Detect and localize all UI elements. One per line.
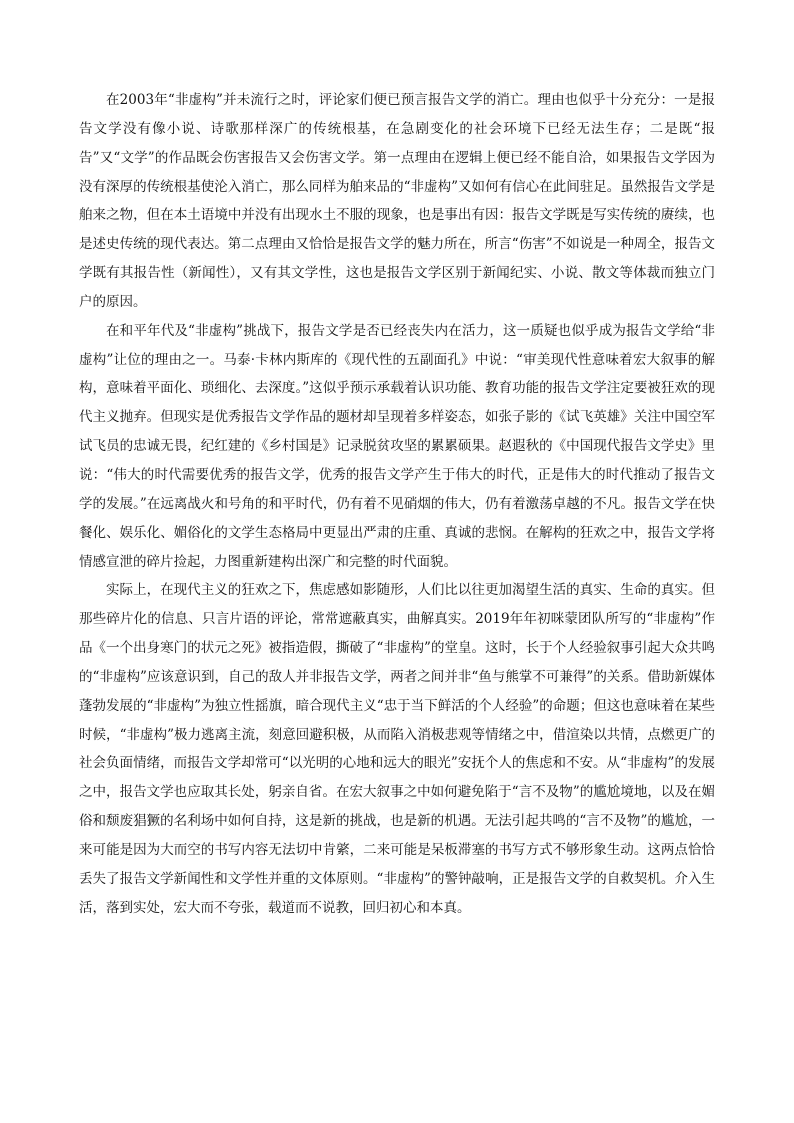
article-body [79, 86, 715, 922]
paragraph: 在和平年代及“非虚构”挑战下，报告文学是否已经丧失内在活力，这一质疑也似乎成为报告文学给“非虚构”让位的理由之一。马泰·卡林内斯库的《现代性的五副面孔》中说：“审美现代性意味着宏大叙事的解构，意味着平面化、琐细化、去深度。”这似乎预示承载着认识功能、教育功能的报告文学注定要被狂欢的现代主义抛弃。但现实是优秀报告文学作品的题材却呈现着多样姿态，如张子影的《试飞英雄》关注中国空军试飞员的忠诚无畏，纪红建的《乡村国是》记录脱贫攻坚的累累硕果。赵遐秋的《中国现代报告文学史》里说：“伟大的时代需要优秀的报告文学，优秀的报告文学产生于伟大的时代，正是伟大的时代推动了报告文学的发展。”在远离战火和号角的和平时代，仍有着不见硝烟的伟大，仍有着激荡卓越的不凡。报告文学在快餐化、娱乐化、媚俗化的文学生态格局中更显出严肃的庄重、真诚的悲悯。在解构的狂欢之中，报告文学将情感宣泄的碎片捡起，力图重新建构出深广和完整的时代面貌。 [79, 322, 715, 570]
paragraph: 实际上，在现代主义的狂欢之下，焦虑感如影随形，人们比以往更加渴望生活的真实、生命的真实。但那些碎片化的信息、只言片语的评论，常常遮蔽真实，曲解真实。2019年年初咪蒙团队所写的“非虚构”作品《一个出身寒门的状元之死》被指造假，撕破了“非虚构”的堂皇。这时，长于个人经验叙事引起大众共鸣的“非虚构”应该意识到，自己的敌人并非报告文学，两者之间并非“鱼与熊掌不可兼得”的关系。借助新媒体蓬勃发展的“非虚构”为独立性摇旗，暗合现代主义“忠于当下鲜活的个人经验”的命题；但这也意味着在某些时候，“非虚构”极力逃离主流，刻意回避积极，从而陷入消极悲观等情绪之中，借渲染以共情，点燃更广的社会负面情绪，而报告文学却常可“以光明的心地和远大的眼光”安抚个人的焦虑和不安。从“非虚构”的发展之中，报告文学也应取其长处，躬亲自省。在宏大叙事之中如何避免陷于“言不及物”的尴尬境地，以及在媚俗和颓废猖獗的名利场中如何自持，这是新的挑战，也是新的机遇。无法引起共鸣的“言不及物”的尴尬，一来可能是因为大而空的书写内容无法切中肯綮，二来可能是呆板滞塞的书写方式不够形象生动。这两点恰恰丢失了报告文学新闻性和文学性并重的文体原则。“非虚构”的警钟敲响，正是报告文学的自救契机。介入生活，落到实处，宏大而不夸张，载道而不说教，回归初心和本真。 [79, 582, 715, 916]
paragraph: 在2003年“非虚构”并未流行之时，评论家们便已预言报告文学的消亡。理由也似乎十分充分：一是报告文学没有像小说、诗歌那样深广的传统根基，在急剧变化的社会环境下已经无法生存；二是既“报告”又“文学”的作品既会伤害报告又会伤害文学。第一点理由在逻辑上便已经不能自洽，如果报告文学因为没有深厚的传统根基使沦入消亡，那么同样为舶来品的“非虚构”又如何有信心在此间驻足。虽然报告文学是舶来之物，但在本土语境中并没有出现水土不服的现象，也是事出有因：报告文学既是写实传统的赓续，也是述史传统的现代表达。第二点理由又恰恰是报告文学的魅力所在，所言“伤害”不如说是一种周全，报告文学既有其报告性（新闻性），又有其文学性，这也是报告文学区别于新闻纪实、小说、散文等体裁而独立门户的原因。 [79, 92, 715, 310]
